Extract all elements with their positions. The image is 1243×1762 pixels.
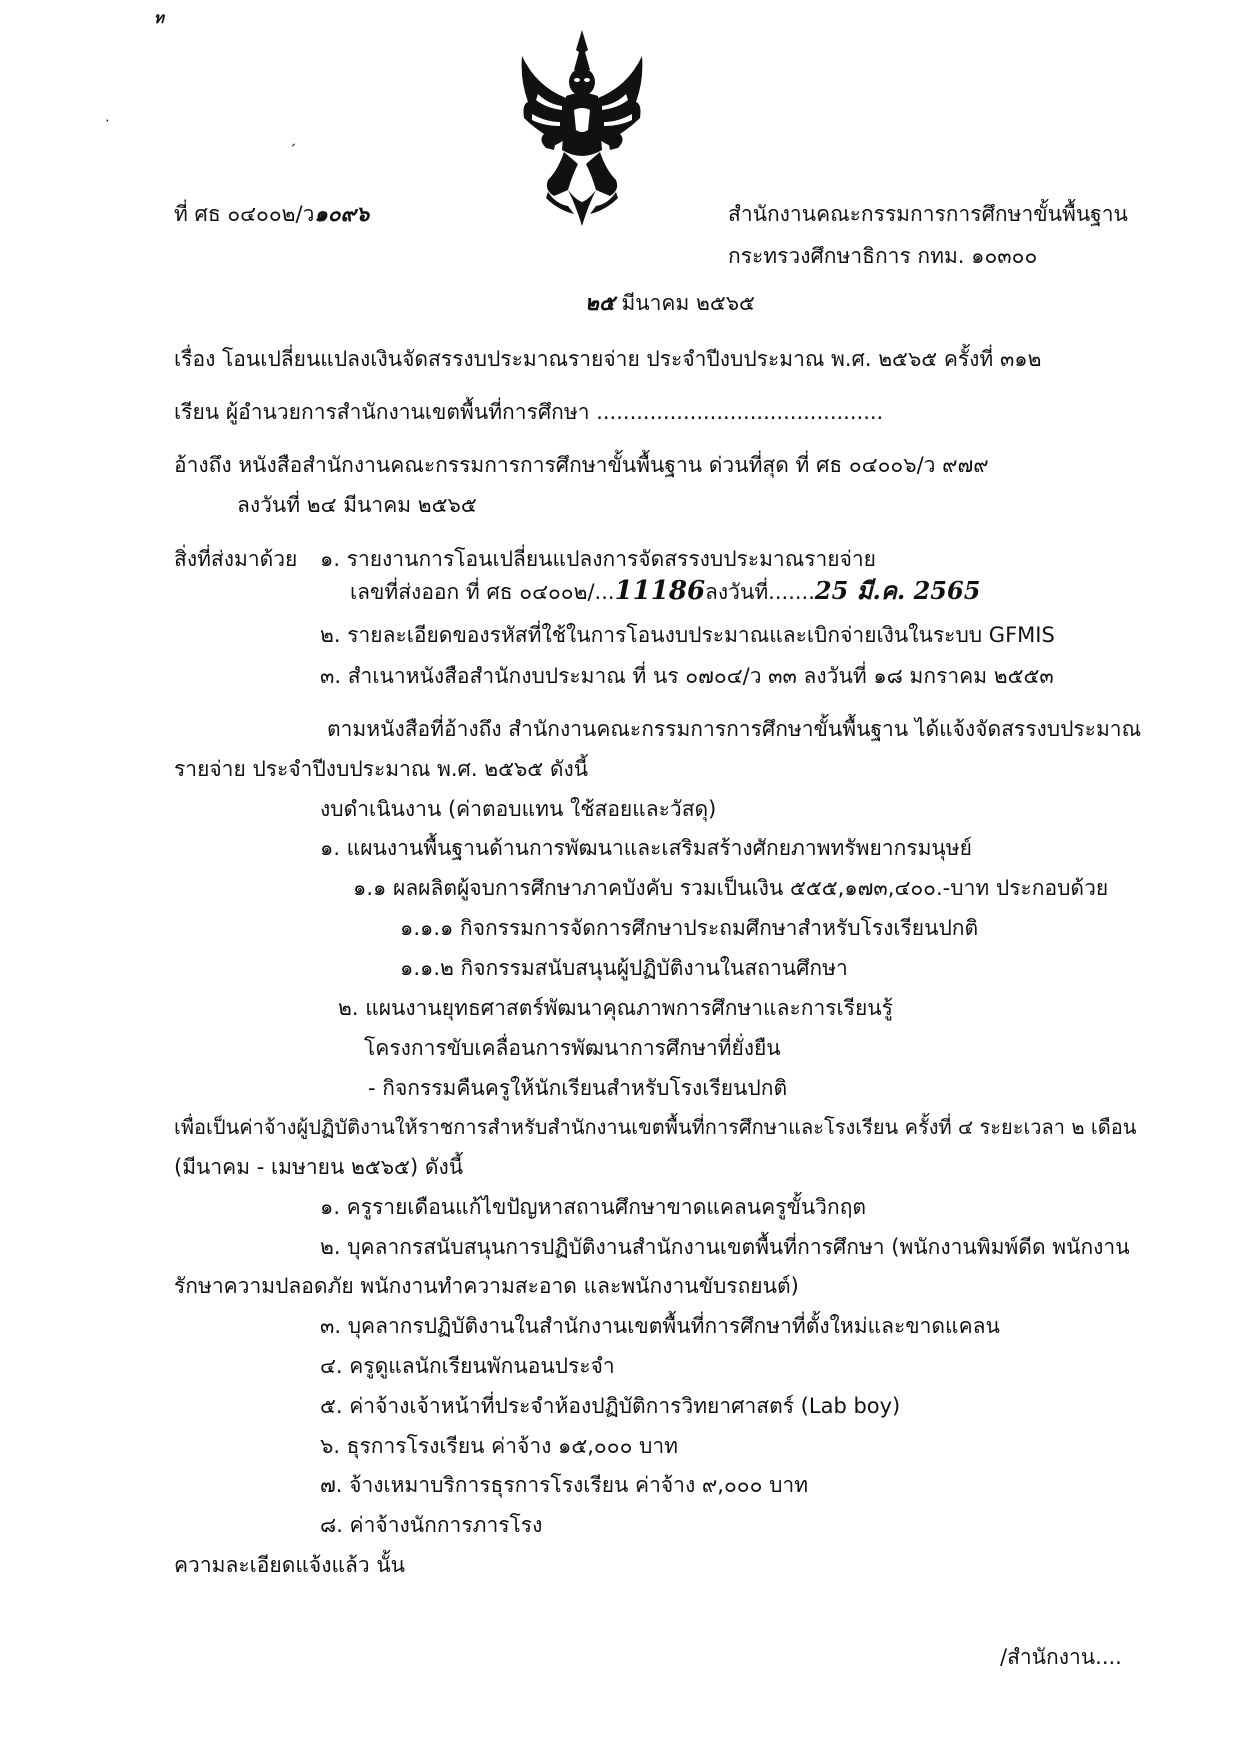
export-date-handwritten: 25 มี.ค. 2565 (814, 576, 981, 605)
list-item-3: ๓. บุคลากรปฏิบัติงานในสำนักงานเขตพื้นที่การศึกษาที่ตั้งใหม่และขาดแคลน (320, 1314, 1000, 1338)
list-item-6: ๖. ธุรการโรงเรียน ค่าจ้าง ๑๕,๐๐๐ บาท (320, 1434, 679, 1458)
date-handwritten-day: ๒๕ (585, 290, 615, 315)
budget-heading: งบดำเนินงาน (ค่าตอบแทน ใช้สอยและวัสดุ) (320, 797, 717, 821)
continuation-marker: /สำนักงาน.... (1000, 1645, 1122, 1669)
purpose-line2: (มีนาคม - เมษายน ๒๕๖๕) ดังนี้ (174, 1155, 464, 1179)
recipient-text: ผู้อำนวยการสำนักงานเขตพื้นที่การศึกษา ........................................... (225, 400, 884, 424)
enclosure-item-1: ๑. รายงานการโอนเปลี่ยนแปลงการจัดสรรงบประมาณรายจ่าย (320, 547, 876, 571)
plan-2-activity: - กิจกรรมคืนครูให้นักเรียนสำหรับโรงเรียนปกติ (368, 1076, 788, 1100)
export-date-dots: ....... (768, 580, 815, 604)
closing-line: ความละเอียดแจ้งแล้ว นั้น (174, 1553, 406, 1577)
enclosure-item-1-sub (350, 577, 980, 606)
document-date (585, 289, 755, 317)
subject-text: โอนเปลี่ยนแปลงเงินจัดสรรงบประมาณรายจ่าย ประจำปีงบประมาณ พ.ศ. ๒๕๖๕ ครั้งที่ ๓๑๒ (222, 347, 1042, 371)
recipient-line (174, 398, 883, 426)
enclosures-label: สิ่งที่ส่งมาด้วย (174, 547, 298, 571)
body-paragraph-1-line2: รายจ่าย ประจำปีงบประมาณ พ.ศ. ๒๕๖๕ ดังนี้ (174, 757, 589, 781)
subject-label: เรื่อง (174, 347, 216, 371)
list-item-1: ๑. ครูรายเดือนแก้ไขปัญหาสถานศึกษาขาดแคลนครูขั้นวิกฤต (320, 1195, 867, 1219)
document-number (174, 200, 369, 228)
document-number-prefix: ที่ ศธ ๐๔๐๐๒/ว (174, 202, 315, 226)
list-item-8: ๘. ค่าจ้างนักการภารโรง (320, 1513, 543, 1537)
plan-2: ๒. แผนงานยุทธศาสตร์พัฒนาคุณภาพการศึกษาและการเรียนรู้ (338, 996, 893, 1020)
agency-name: สำนักงานคณะกรรมการการศึกษาขั้นพื้นฐาน (728, 202, 1128, 226)
reference-line2: ลงวันที่ ๒๔ มีนาคม ๒๕๖๕ (237, 493, 477, 517)
plan-1-1: ๑.๑ ผลผลิตผู้จบการศึกษาภาคบังคับ รวมเป็นเงิน ๕๕๕,๑๗๓,๔๐๐.-บาท ประกอบด้วย (353, 876, 1109, 900)
margin-dot: · (105, 112, 110, 130)
body-paragraph-1-line1: ตามหนังสือที่อ้างถึง สำนักงานคณะกรรมการการศึกษาขั้นพื้นฐาน ได้แจ้งจัดสรรงบประมาณ (327, 717, 1142, 741)
export-date-label: ลงวันที่ (705, 580, 769, 604)
margin-tick: ˊ (289, 142, 297, 160)
list-item-4: ๔. ครูดูแลนักเรียนพักนอนประจำ (320, 1354, 615, 1378)
reference-label: อ้างถึง (174, 453, 232, 477)
export-number-handwritten: 11186 (614, 576, 706, 606)
document-number-handwritten: ๑๐๙๖ (314, 201, 370, 226)
reference-line1 (174, 451, 989, 479)
list-item-2: ๒. บุคลากรสนับสนุนการปฏิบัติงานสำนักงานเขตพื้นที่การศึกษา (พนักงานพิมพ์ดีด พนักงาน (320, 1235, 1130, 1259)
list-item-2-cont: รักษาความปลอดภัย พนักงานทำความสะอาด และพนักงานขับรถยนต์) (174, 1274, 799, 1298)
subject-line (174, 345, 1041, 373)
export-number-dots: ... (594, 580, 615, 604)
enclosure-item-3: ๓. สำเนาหนังสือสำนักงบประมาณ ที่ นร ๐๗๐๔/ว ๓๓ ลงวันที่ ๑๘ มกราคม ๒๕๕๓ (320, 664, 1054, 688)
plan-1-1-2: ๑.๑.๒ กิจกรรมสนับสนุนผู้ปฏิบัติงานในสถานศึกษา (400, 956, 848, 980)
plan-1-1-1: ๑.๑.๑ กิจกรรมการจัดการศึกษาประถมศึกษาสำหรับโรงเรียนปกติ (400, 916, 979, 940)
purpose-line1: เพื่อเป็นค่าจ้างผู้ปฏิบัติงานให้ราชการสำหรับสำนักงานเขตพื้นที่การศึกษาและโรงเรียน ครั้งที่ ๔ ระยะเวลา ๒ เดือน (174, 1115, 1137, 1139)
corner-handwritten-mark: ท (154, 9, 164, 27)
enclosure-item-2: ๒. รายละเอียดของรหัสที่ใช้ในการโอนงบประมาณและเบิกจ่ายเงินในระบบ GFMIS (320, 623, 1055, 647)
list-item-5: ๕. ค่าจ้างเจ้าหน้าที่ประจำห้องปฏิบัติการวิทยาศาสตร์ (Lab boy) (320, 1394, 901, 1418)
export-number-prefix: เลขที่ส่งออก ที่ ศธ ๐๔๐๐๒/ (350, 580, 595, 604)
list-item-7: ๗. จ้างเหมาบริการธุรการโรงเรียน ค่าจ้าง ๙,๐๐๐ บาท (320, 1473, 809, 1497)
agency-address: กระทรวงศึกษาธิการ กทม. ๑๐๓๐๐ (728, 244, 1038, 268)
recipient-label: เรียน (174, 400, 220, 424)
plan-2-project: โครงการขับเคลื่อนการพัฒนาการศึกษาที่ยั่งยืน (364, 1036, 781, 1060)
garuda-emblem-icon (518, 30, 646, 238)
reference-text: หนังสือสำนักงานคณะกรรมการการศึกษาขั้นพื้นฐาน ด่วนที่สุด ที่ ศธ ๐๔๐๐๖/ว ๙๗๙ (238, 453, 989, 477)
date-month-year: มีนาคม ๒๕๖๕ (621, 291, 755, 315)
plan-1: ๑. แผนงานพื้นฐานด้านการพัฒนาและเสริมสร้างศักยภาพทรัพยากรมนุษย์ (320, 836, 972, 860)
